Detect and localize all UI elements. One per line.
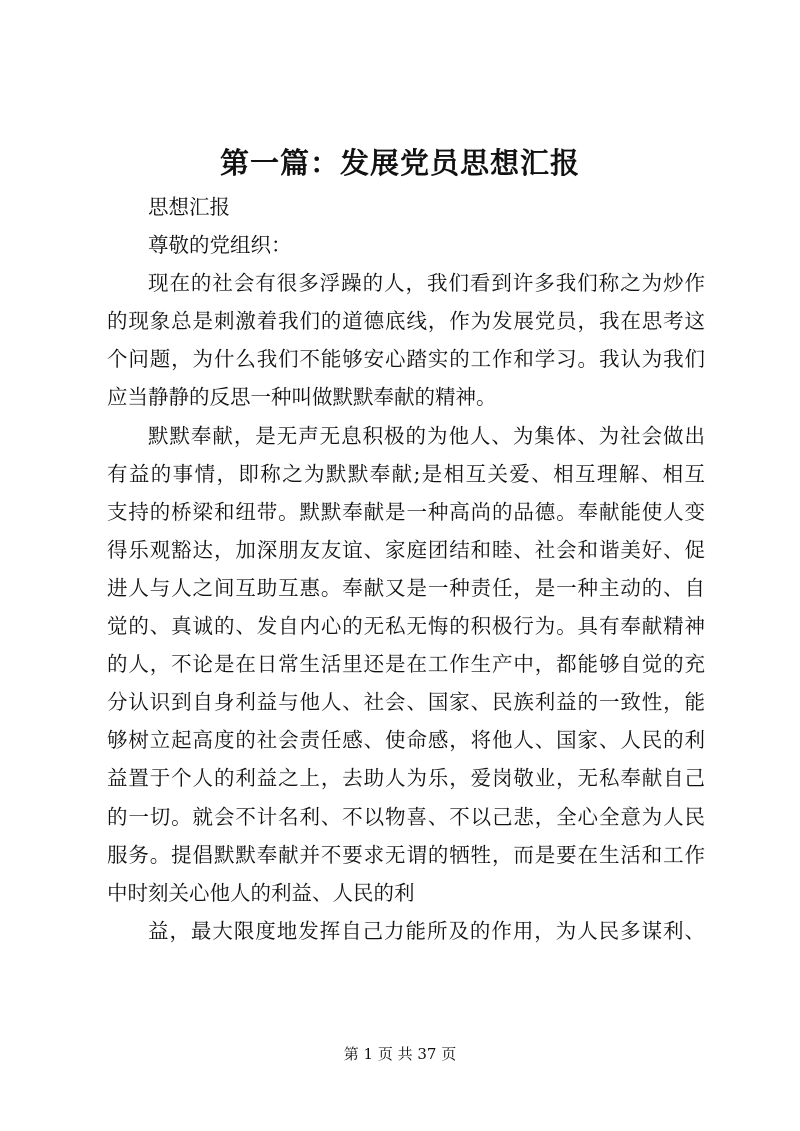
text-line: 有益的事情，即称之为默默奉献;是相互关爱、相互理解、相互 (107, 461, 705, 486)
text-line: 默默奉献，是无声无息积极的为他人、为集体、为社会做出 (148, 423, 705, 448)
text-line: 服务。提倡默默奉献并不要求无谓的牺牲，而是要在生活和工作 (107, 842, 705, 867)
text-line: 益，最大限度地发挥自己力能所及的作用，为人民多谋利、 (148, 918, 705, 943)
text-line: 应当静静的反思一种叫做默默奉献的精神。 (107, 385, 497, 410)
text-line: 现在的社会有很多浮躁的人，我们看到许多我们称之为炒作 (148, 271, 705, 296)
text-line: 个问题，为什么我们不能够安心踏实的工作和学习。我认为我们 (107, 347, 705, 372)
text-line: 觉的、真诚的、发自内心的无私无悔的积极行为。具有奉献精神 (107, 614, 705, 639)
text-line: 中时刻关心他人的利益、人民的利 (107, 880, 415, 905)
text-line: 的人，不论是在日常生活里还是在工作生产中，都能够自觉的充 (107, 652, 705, 677)
text-line: 够树立起高度的社会责任感、使命感，将他人、国家、人民的利 (107, 728, 705, 753)
text-line: 的现象总是刺激着我们的道德底线，作为发展党员，我在思考这 (107, 309, 705, 334)
text-line: 得乐观豁达，加深朋友友谊、家庭团结和睦、社会和谐美好、促 (107, 537, 705, 562)
page-footer: 第 1 页 共 37 页 (343, 1045, 457, 1063)
text-line: 进人与人之间互助互惠。奉献又是一种责任，是一种主动的、自 (107, 575, 705, 600)
text-line: 思想汇报 (148, 195, 230, 219)
text-line: 支持的桥梁和纽带。默默奉献是一种高尚的品德。奉献能使人变 (107, 499, 705, 524)
document-title: 第一篇：发展党员思想汇报 (219, 146, 580, 180)
text-line: 的一切。就会不计名利、不以物喜、不以己悲，全心全意为人民 (107, 804, 705, 829)
text-line: 分认识到自身利益与他人、社会、国家、民族利益的一致性，能 (107, 690, 705, 715)
text-line: 益置于个人的利益之上，去助人为乐，爱岗敬业，无私奉献自己 (107, 766, 705, 791)
text-line: 尊敬的党组织： (148, 233, 292, 258)
document-body (107, 188, 705, 950)
